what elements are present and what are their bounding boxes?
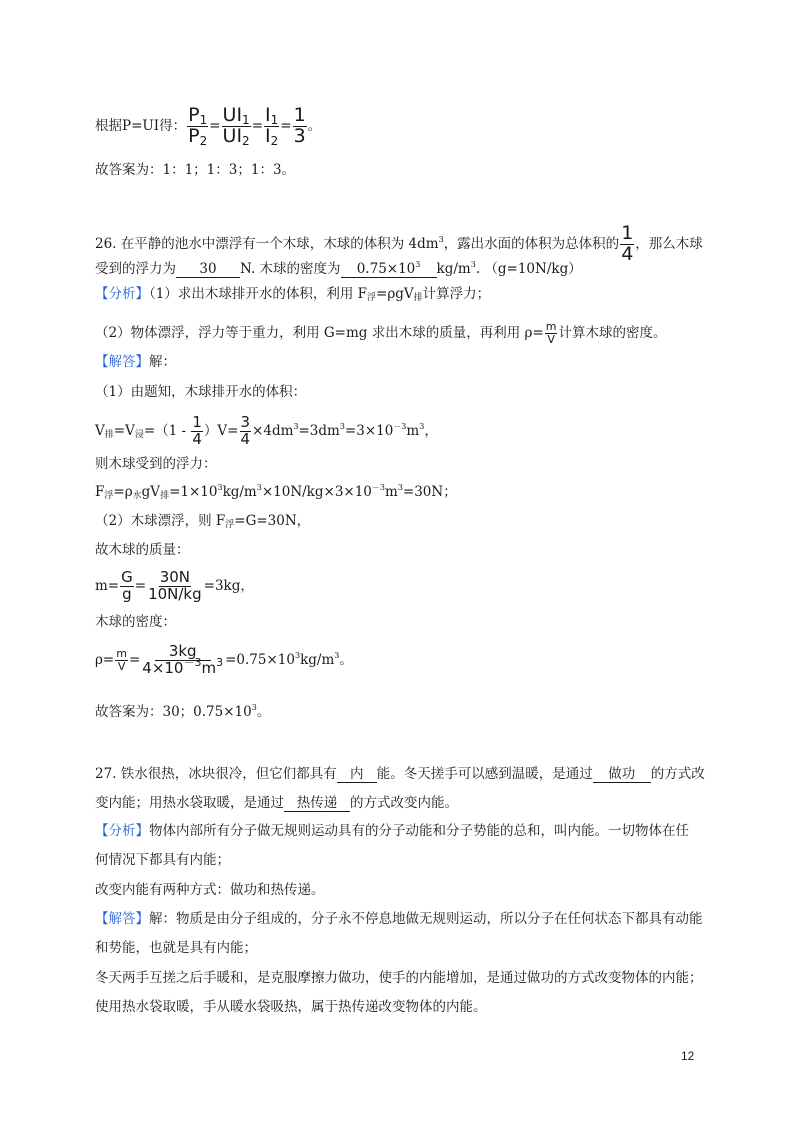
solution-27-line-2: 和势能，也就是具有内能； <box>95 940 257 956</box>
ratio-formula-prefix: 根据P=UI得： <box>95 118 187 134</box>
fraction-p1-p2: $\frac{P_1}{P_2}$ <box>188 104 208 148</box>
analysis-27-line-2: 何情况下都具有内能； <box>95 852 230 868</box>
answer-blank-heat-transfer: 热传递 <box>284 795 350 812</box>
solution-26-step-6: 故木球的质量： <box>95 542 190 558</box>
question-26-line-2: 受到的浮力为 30 N. 木球的密度为 $0.75\times 10^3$ $kg/m^3$. （g=10N/kg） <box>95 260 582 277</box>
solution-27-line-4: 使用热水袋取暖，手从暖水袋吸热，属于热传递改变物体的内能。 <box>95 999 487 1015</box>
analysis-tag-27: 【分析】 <box>95 823 149 839</box>
solution-26-header: 【解答】解： <box>95 354 176 370</box>
solution-26-step-1: （1）由题知，木球排开水的体积： <box>95 384 307 400</box>
fraction-m-over-v-2: $\frac{m}{V}$ <box>116 647 127 673</box>
analysis-tag: 【分析】 <box>95 286 149 302</box>
fraction-i1-i2: $\frac{I_1}{I_2}$ <box>265 104 279 148</box>
question-27-line-1: 27. 铁水很热，冰块很冷，但它们都具有 内 能。冬天搓手可以感到温暖，是通过 做功 的方式改 <box>95 766 705 782</box>
analysis-26-line-2: （2）物体漂浮，浮力等于重力，利用 G=mg 求出木球的质量，再利用 ρ= $\frac{m}{V}$ 计算木球的密度。 <box>95 320 667 346</box>
fraction-one-quarter: $\frac{1}{4}$ <box>621 222 634 265</box>
solution-26-step-8: 木球的密度： <box>95 614 176 630</box>
analysis-26-line-1: 【分析】（1）求出木球排开水的体积，利用 $F_浮=\rho gV_排$计算浮力； <box>95 286 491 303</box>
question-27-line-2: 变内能；用热水袋取暖，是通过 热传递 的方式改变内能。 <box>95 795 458 811</box>
answer-line-25: 故答案为：1：1；1：3；1：3。 <box>95 162 296 178</box>
fraction-m-over-v: $\frac{m}{V}$ <box>545 320 557 346</box>
answer-blank-density: $0.75\times 10^3$ <box>341 261 437 278</box>
ratio-formula-line: 根据P=UI得： $\frac{P_1}{P_2}$ = $\frac{UI_1}{UI_2}$ = $\frac{I_1}{I_2}$ = $\frac{1}{3}$ 。 <box>95 104 322 148</box>
analysis-27-line-1: 【分析】物体内部所有分子做无规则运动具有的分子动能和分子势能的总和，叫内能。一切物体在任 <box>95 823 689 839</box>
solution-tag-27: 【解答】 <box>95 911 149 927</box>
fraction-density-calc: $\frac{3kg}{4\times 10^{-3}m^3}$ <box>142 642 224 677</box>
answer-blank-internal-energy: 内 <box>337 766 377 783</box>
question-26-line-1: 26. 在平静的池水中漂浮有一个木球，木球的体积为 $4dm^3$，露出水面的体积为总体积的 $\frac{1}{4}$ ，那么木球 <box>95 222 703 265</box>
solution-27-line-1: 【解答】解：物质是由分子组成的，分子永不停息地做无规则运动，所以分子在任何状态下都具有动能 <box>95 911 703 927</box>
answer-blank-buoyancy: 30 <box>176 261 240 278</box>
solution-26-step-3: 则木球受到的浮力： <box>95 456 217 472</box>
solution-26-step-9: ρ= $\frac{m}{V}$ = $\frac{3kg}{4\times 10^{-3}m^3}$ $=0.75\times 10^3kg/m^3$。 <box>95 642 353 677</box>
fraction-one-quarter-2: $\frac{1}{4}$ <box>192 413 202 448</box>
solution-26-step-4: $F_浮=\rho_水gV_排=1\times 10^3kg/m^3\times 10N/kg\times 3\times 10^{-3}m^3=30N$； <box>95 483 457 501</box>
analysis-27-line-3: 改变内能有两种方式：做功和热传递。 <box>95 882 325 898</box>
solution-26-step-5: （2）木球漂浮，则 $F_浮=G=30N$， <box>95 513 311 530</box>
fraction-ui1-ui2: $\frac{UI_1}{UI_2}$ <box>222 104 250 148</box>
fraction-30n-over-10n-kg: $\frac{30N}{10N/kg}$ <box>148 568 202 603</box>
fraction-1-3: $\frac{1}{3}$ <box>293 104 306 147</box>
answer-blank-work: 做功 <box>593 766 651 783</box>
solution-27-line-3: 冬天两手互搓之后手暖和，是克服摩擦力做功，使手的内能增加，是通过做功的方式改变物体的内能； <box>95 970 703 986</box>
fraction-three-quarters: $\frac{3}{4}$ <box>240 413 251 448</box>
page-number: 12 <box>681 1049 695 1063</box>
solution-26-step-2: $V_排=V_浸=(1$ - $\frac{1}{4}$ ）V= $\frac{3}{4}$ $\times 4dm^3=3dm^3=3\times 10^{-3}m^3$， <box>95 413 438 448</box>
solution-tag: 【解答】 <box>95 354 149 370</box>
answer-line-26: 故答案为：30；$0.75\times 10^3$。 <box>95 703 271 720</box>
fraction-g-over-g: $\frac{G}{g}$ <box>121 568 133 603</box>
solution-26-step-7: m= $\frac{G}{g}$ = $\frac{30N}{10N/kg}$ =3kg， <box>95 568 254 603</box>
